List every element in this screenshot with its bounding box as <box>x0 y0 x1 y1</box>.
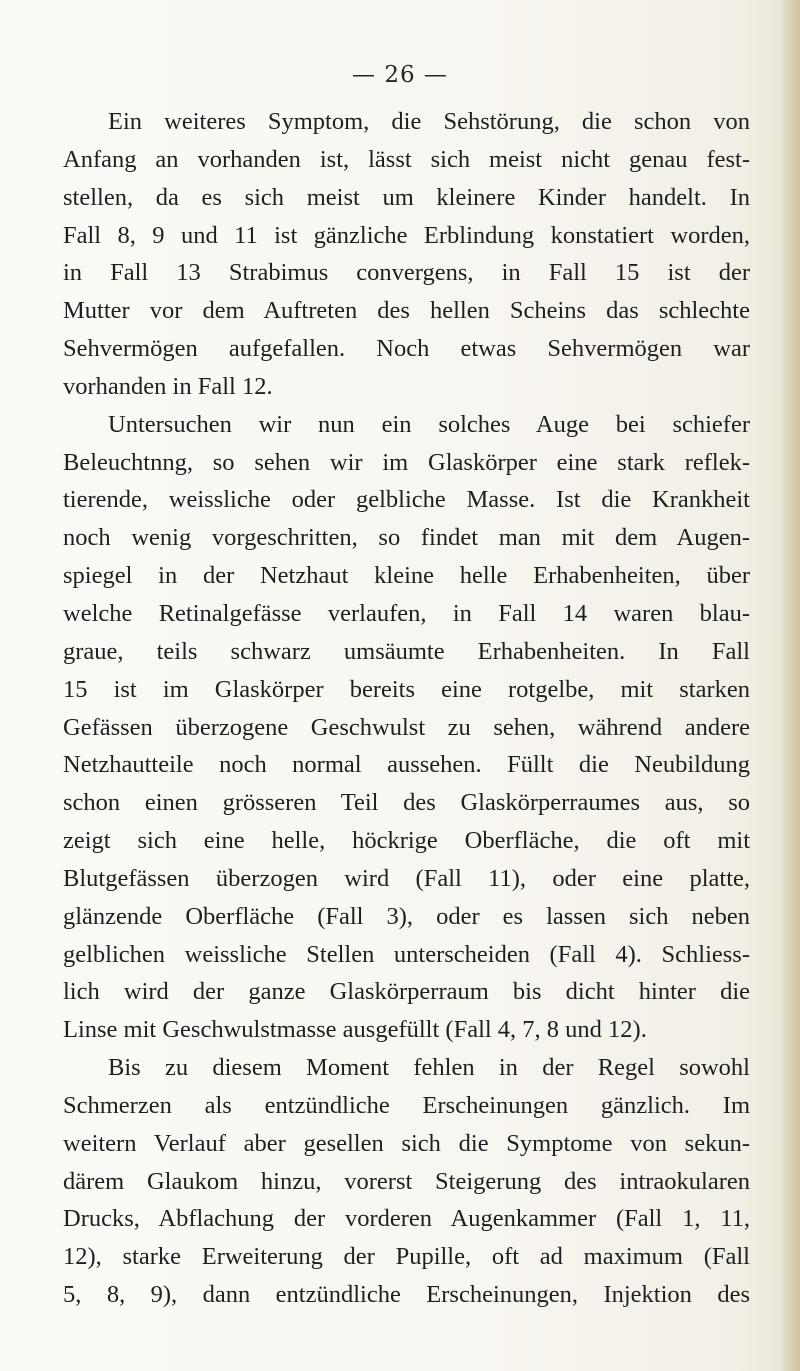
text-line: tierende, weissliche oder gelbliche Masse. Ist die Krankheit <box>63 486 750 514</box>
text-line: zeigt sich eine helle, höckrige Oberfläche, die oft mit <box>63 827 750 855</box>
text-line: spiegel in der Netzhaut kleine helle Erhabenheiten, über <box>63 562 750 590</box>
text-line: lich wird der ganze Glaskörperraum bis dicht hinter die <box>63 978 750 1006</box>
text-line: Sehvermögen aufgefallen. Noch etwas Sehvermögen war <box>63 335 750 363</box>
text-line: weitern Verlauf aber gesellen sich die Symptome von sekun- <box>63 1129 750 1157</box>
page-edge-shadow <box>778 0 800 1371</box>
text-line: noch wenig vorgeschritten, so findet man mit dem Augen- <box>63 524 750 552</box>
text-line: Beleuchtnng, so sehen wir im Glaskörper eine stark reflek- <box>63 448 750 476</box>
text-line: Untersuchen wir nun ein solches Auge bei schiefer <box>108 410 750 438</box>
page-number: — 26 — <box>352 62 448 88</box>
text-line: Fall 8, 9 und 11 ist gänzliche Erblindung konstatiert worden, <box>63 221 750 249</box>
paragraph-3 <box>63 1049 750 1314</box>
text-line: 12), starke Erweiterung der Pupille, oft ad maximum (Fall <box>63 1243 750 1271</box>
text-line: graue, teils schwarz umsäumte Erhabenheiten. In Fall <box>63 637 750 665</box>
text-line: Linse mit Geschwulstmasse ausgefüllt (Fall 4, 7, 8 und 12). <box>63 1016 647 1044</box>
paragraph-1 <box>63 103 750 406</box>
text-line: glänzende Oberfläche (Fall 3), oder es lassen sich neben <box>63 902 750 930</box>
text-line: stellen, da es sich meist um kleinere Kinder handelt. In <box>63 183 750 211</box>
text-line: Schmerzen als entzündliche Erscheinungen gänzlich. Im <box>63 1091 750 1119</box>
text-line: Netzhautteile noch normal aussehen. Füllt die Neubildung <box>63 751 750 779</box>
text-line: Mutter vor dem Auftreten des hellen Scheins das schlechte <box>63 297 750 325</box>
text-line: därem Glaukom hinzu, vorerst Steigerung des intraokularen <box>63 1167 750 1195</box>
text-line: Ein weiteres Symptom, die Sehstörung, die schon von <box>108 108 750 135</box>
text-line: vorhanden in Fall 12. <box>63 372 273 400</box>
paragraph-2 <box>63 406 750 1049</box>
text-line: 5, 8, 9), dann entzündliche Erscheinungen, Injektion des <box>63 1281 750 1309</box>
text-line: Blutgefässen überzogen wird (Fall 11), oder eine platte, <box>63 864 750 892</box>
text-line: welche Retinalgefässe verlaufen, in Fall 14 waren blau- <box>63 599 750 627</box>
text-line: schon einen grösseren Teil des Glaskörperraumes aus, so <box>63 789 750 817</box>
text-line: gelblichen weissliche Stellen unterscheiden (Fall 4). Schliess- <box>63 940 750 968</box>
text-line: Gefässen überzogene Geschwulst zu sehen, während andere <box>63 713 750 741</box>
text-line: Anfang an vorhanden ist, lässt sich meist nicht genau fest- <box>63 145 750 173</box>
text-line: Drucks, Abflachung der vorderen Augenkammer (Fall 1, 11, <box>63 1205 750 1233</box>
text-line: in Fall 13 Strabimus convergens, in Fall 15 ist der <box>63 259 750 287</box>
text-line: Bis zu diesem Moment fehlen in der Regel sowohl <box>108 1054 750 1082</box>
text-line: 15 ist im Glaskörper bereits eine rotgelbe, mit starken <box>63 675 750 703</box>
body-text <box>63 103 750 1314</box>
